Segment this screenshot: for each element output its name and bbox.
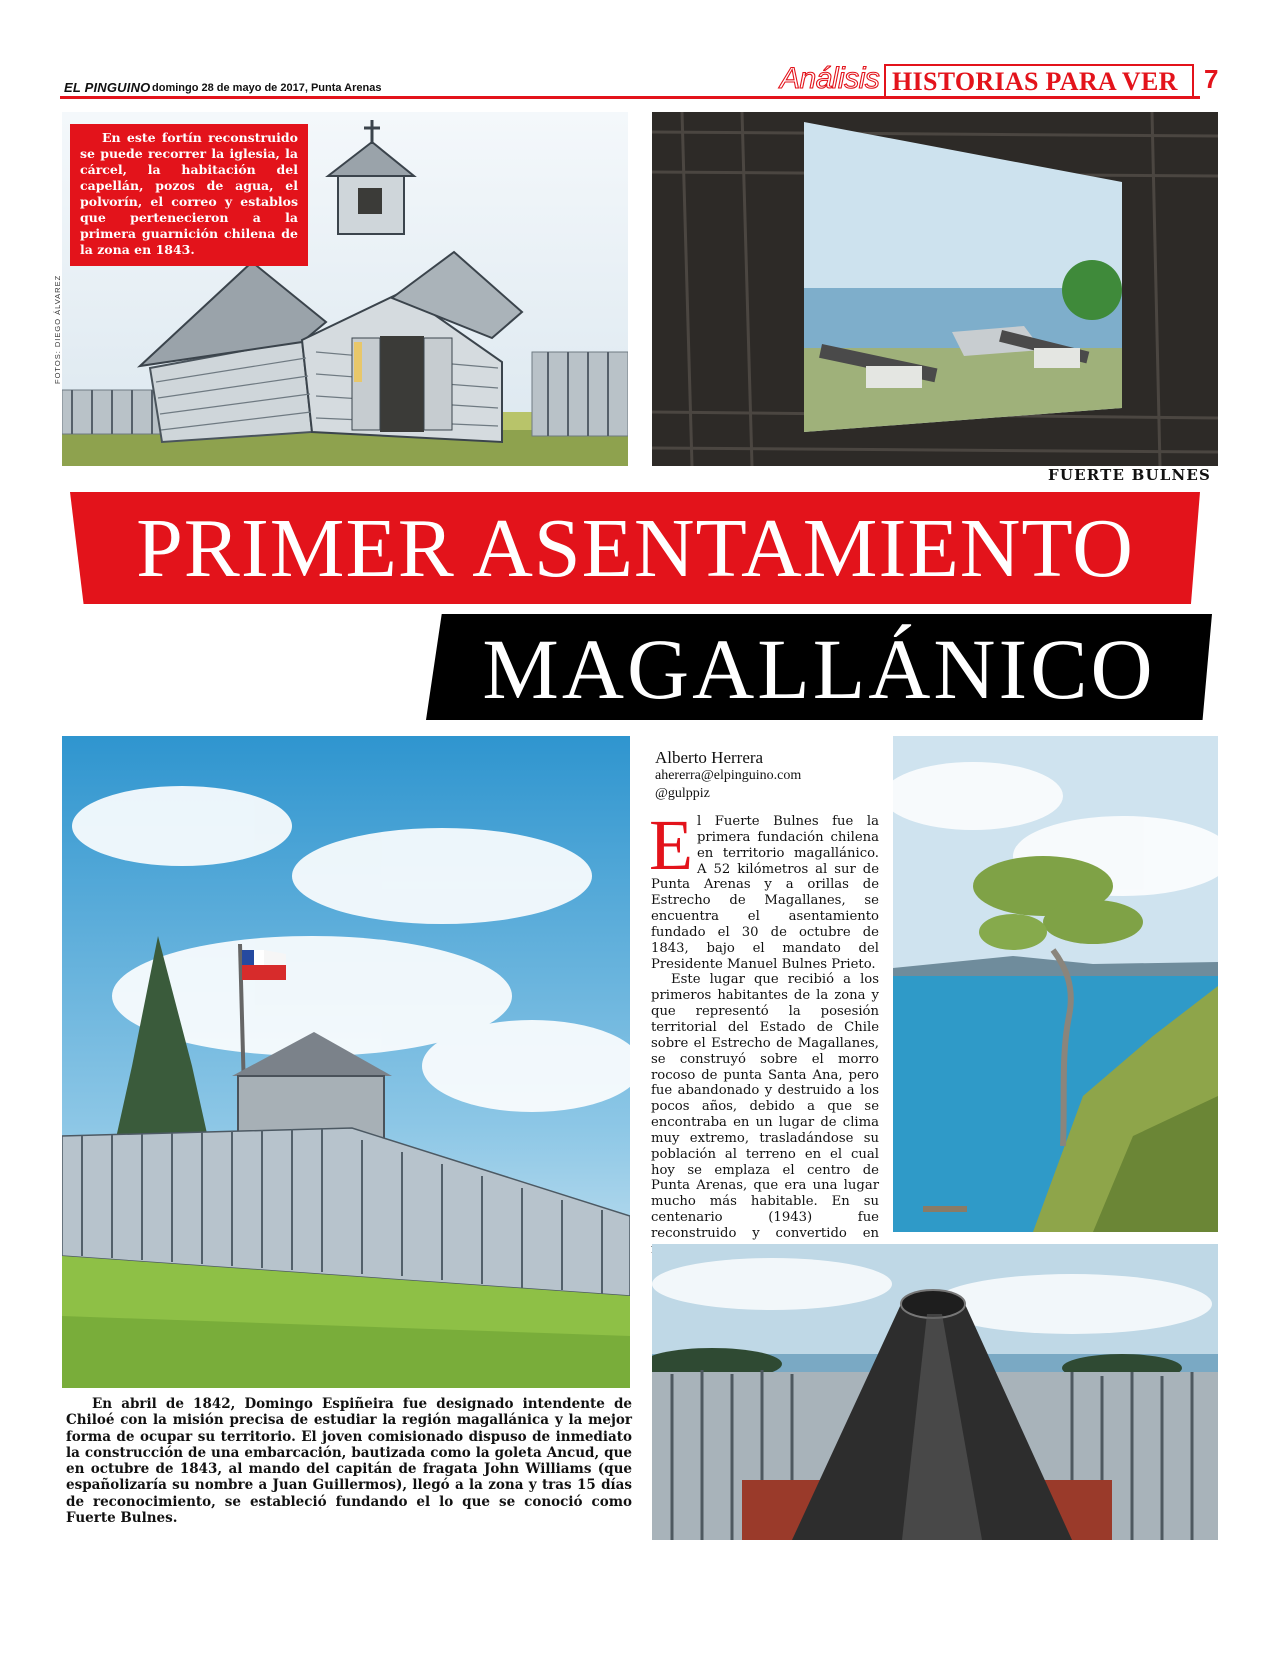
cannon-photo (652, 1244, 1218, 1540)
author-handle[interactable]: @gulppiz (655, 786, 710, 801)
kicker-section: HISTORIAS PARA VER (884, 64, 1194, 98)
kicker-analisis: Análisis (780, 62, 880, 95)
fort-flag-photo (62, 736, 630, 1388)
tree-sea-photo (893, 736, 1218, 1232)
paragraph-1: El Fuerte Bulnes fue la primera fundación chilena en territorio magallánico. A 52 kilómetros al sur de Punta Arenas y a orillas de Estrecho de Magallanes, se encuentra el asentamiento fundado el 30 de octubre de 1843, bajo el mandato del Presidente Manuel Bulnes Prieto. (649, 805, 879, 972)
photo-credit: FOTOS: DIEGO ÁLVAREZ (53, 274, 62, 384)
author-email[interactable]: ahererra@elpinguino.com (655, 768, 802, 783)
headline-line-2: MAGALLÁNICO (482, 621, 1156, 717)
section-label: FUERTE BULNES (1048, 466, 1212, 484)
dateline: domingo 28 de mayo de 2017, Punta Arenas (152, 82, 382, 94)
page-number: 7 (1204, 64, 1219, 94)
masthead: EL PINGUINO (64, 80, 151, 95)
headline-line-1: PRIMER ASENTAMIENTO (136, 502, 1134, 595)
article-body (649, 805, 879, 1258)
bottom-paragraph: En abril de 1842, Domingo Espiñeira fue designado intendente de Chiloé con la misión precisa de estudiar la región magallánica y la mejor forma de ocupar su territorio. El joven comisionado dispuso de inmediato la construcción de una embarcación, bautizada como la goleta Ancud, que en octubre de 1843, al mando del capitán de fragata John Williams (que españolizaría su nombre a Juan Guillermos), llegó a la zona y tras 15 días de reconocimiento, se estableció fundando el lo que se conoció como Fuerte Bulnes. (66, 1396, 632, 1527)
header-rule (60, 96, 1200, 99)
intro-history-text (66, 1396, 632, 1526)
church-caption: En este fortín reconstruido se puede recorrer la iglesia, la cárcel, la habitación del capellán, pozos de agua, el polvorín, el correo y establos que pertenecieron a la primera guarnición chilena de la zona en 1843. (70, 124, 308, 266)
paragraph-2: Este lugar que recibió a los primeros habitantes de la zona y que representó la posesión territorial del Estado de Chile sobre el Estrecho de Magallanes, se construyó sobre el morro rocoso de punta Santa Ana, pero fue abandonado y destruido a los pocos años, debido a que se encontraba en un lugar de clima muy extremo, trasladándose su población al terreno en el cual hoy se emplaza el centro de Punta Arenas, que era una lugar mucho más habitable. En su centenario (1943) fue reconstruido y convertido en (651, 972, 879, 1241)
drop-cap: E (649, 805, 693, 885)
window-cannons-photo (652, 112, 1218, 466)
author-name: Alberto Herrera (655, 748, 764, 767)
